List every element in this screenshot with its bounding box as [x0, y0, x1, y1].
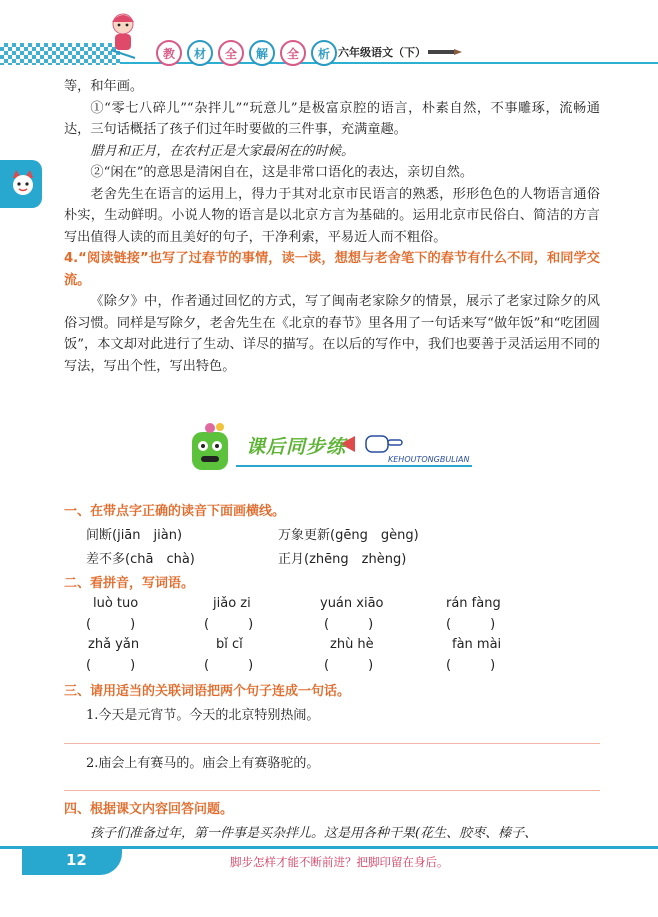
exercise-4-text: 孩子们准备过年，第一件事是买杂拌儿。这是用各种干果(花生、胶枣、榛子、: [90, 826, 538, 841]
header-title-char: 材: [187, 40, 213, 66]
answer-blank[interactable]: ( ): [446, 617, 496, 632]
answer-line[interactable]: [64, 790, 600, 791]
pinyin-prompt: rán fàng: [446, 596, 501, 611]
body-text: [64, 76, 600, 377]
question-4: 4.“阅读链接”也写了过春节的事情，读一读，想想与老舍笔下的春节有什么不同，和同学交流。: [64, 251, 600, 288]
pinyin-prompt: yuán xiāo: [320, 596, 384, 611]
side-tab: [0, 160, 42, 208]
ex1-item: [278, 548, 406, 567]
header-title-char: 解: [249, 40, 275, 66]
exercise-2-title: 二、看拼音，写词语。: [64, 576, 195, 591]
ex1-options: (chā chà): [125, 552, 195, 567]
grade-label: 六年级语文（下）: [338, 46, 426, 59]
ex1-word: 间断: [86, 528, 113, 543]
answer-paragraph: 《除夕》中，作者通过回忆的方式，写了闽南老家除夕的情景，展示了老家过除夕的风俗习惯。同样是写除夕，老舍先生在《北京的春节》里各用了一句话来写“做年饭”和“吃团圆饭”，本文却对此进行了生动、详尽的描写。在以后的写作中，我们也要善于灵活运用不同的写法，写出个性，写出特色。: [64, 294, 600, 374]
mascot-girl-icon: [103, 8, 143, 60]
quote-sentence: 腊月和正月，在农村正是大家最闲在的时候。: [90, 143, 355, 159]
pinyin-prompt: bǐ cǐ: [216, 637, 243, 652]
ex1-word: 正月: [278, 552, 305, 567]
exercise-3-title: 三、请用适当的关联词语把两个句子连成一句话。: [64, 684, 351, 699]
ex1-item: [278, 524, 419, 543]
mascot-face-icon: [11, 170, 35, 196]
ex1-item: [86, 524, 182, 543]
answer-blank[interactable]: ( ): [324, 658, 374, 673]
ex1-options: (jiān jiàn): [112, 528, 183, 543]
ex1-options: (gēng gèng): [330, 528, 419, 543]
exercise-4-title: 四、根据课文内容回答问题。: [64, 802, 234, 817]
answer-blank[interactable]: ( ): [204, 658, 254, 673]
ex1-word: 差不多: [86, 552, 126, 567]
pinyin-prompt: fàn mài: [452, 637, 502, 652]
header-checker-pattern: [0, 43, 120, 65]
exercise-3-sentence: 2.庙会上有赛马的。庙会上有赛骆驼的。: [86, 756, 320, 771]
footer-motto: 脚步怎样才能不断前进？把脚印留在身后。: [230, 855, 449, 869]
answer-line[interactable]: [64, 743, 600, 744]
pinyin-prompt: zhǎ yǎn: [88, 637, 140, 652]
pinyin-prompt: zhù hè: [330, 637, 374, 652]
paragraph: ②“闲在”的意思是清闲自在，这是非常口语化的表达，亲切自然。: [90, 165, 474, 180]
pinyin-prompt: jiǎo zi: [213, 596, 251, 611]
ex1-word: 万象更新: [278, 528, 331, 543]
answer-blank[interactable]: ( ): [86, 658, 136, 673]
banner-title: 课后同步练: [246, 436, 347, 458]
pinyin-prompt: luò tuo: [93, 596, 139, 611]
page-number: 12: [66, 851, 87, 869]
paragraph: 老舍先生在语言的运用上，得力于其对北京市民语言的熟悉，形形色色的人物语言通俗朴实，生动鲜明。小说人物的语言是以北京方言为基础的。运用北京市民俗白、简洁的方言写出值得人读的而且美好的句子，干净利索，平易近人而不粗俗。: [64, 186, 600, 245]
green-monster-icon: [192, 423, 228, 470]
pointing-hand-icon: [366, 436, 402, 452]
pencil-icon: [428, 48, 462, 56]
exercise-3-sentence: 1.今天是元宵节。今天的北京特别热闹。: [86, 708, 320, 723]
header-title-char: 教: [156, 40, 182, 66]
answer-blank[interactable]: ( ): [446, 658, 496, 673]
header-title: [156, 40, 337, 66]
ex1-item: [86, 548, 195, 567]
header-title-char: 析: [311, 40, 337, 66]
header-title-char: 全: [218, 40, 244, 66]
exercise-1-title: 一、在带点字正确的读音下面画横线。: [64, 504, 286, 519]
ex1-options: (zhēng zhèng): [304, 552, 407, 567]
page-header: [0, 0, 658, 76]
paragraph: ①“零七八碎儿”“杂拌儿”“玩意儿”是极富京腔的语言，朴素自然，不事雕琢，流畅通达，三句话概括了孩子们过年时要做的三件事，充满童趣。: [64, 100, 600, 137]
answer-blank[interactable]: ( ): [204, 617, 254, 632]
answer-blank[interactable]: ( ): [324, 617, 374, 632]
banner-pinyin: KEHOUTONGBULIAN: [388, 455, 470, 464]
answer-blank[interactable]: ( ): [86, 617, 136, 632]
header-title-char: 全: [280, 40, 306, 66]
text-line: 等，和年画。: [64, 79, 144, 94]
